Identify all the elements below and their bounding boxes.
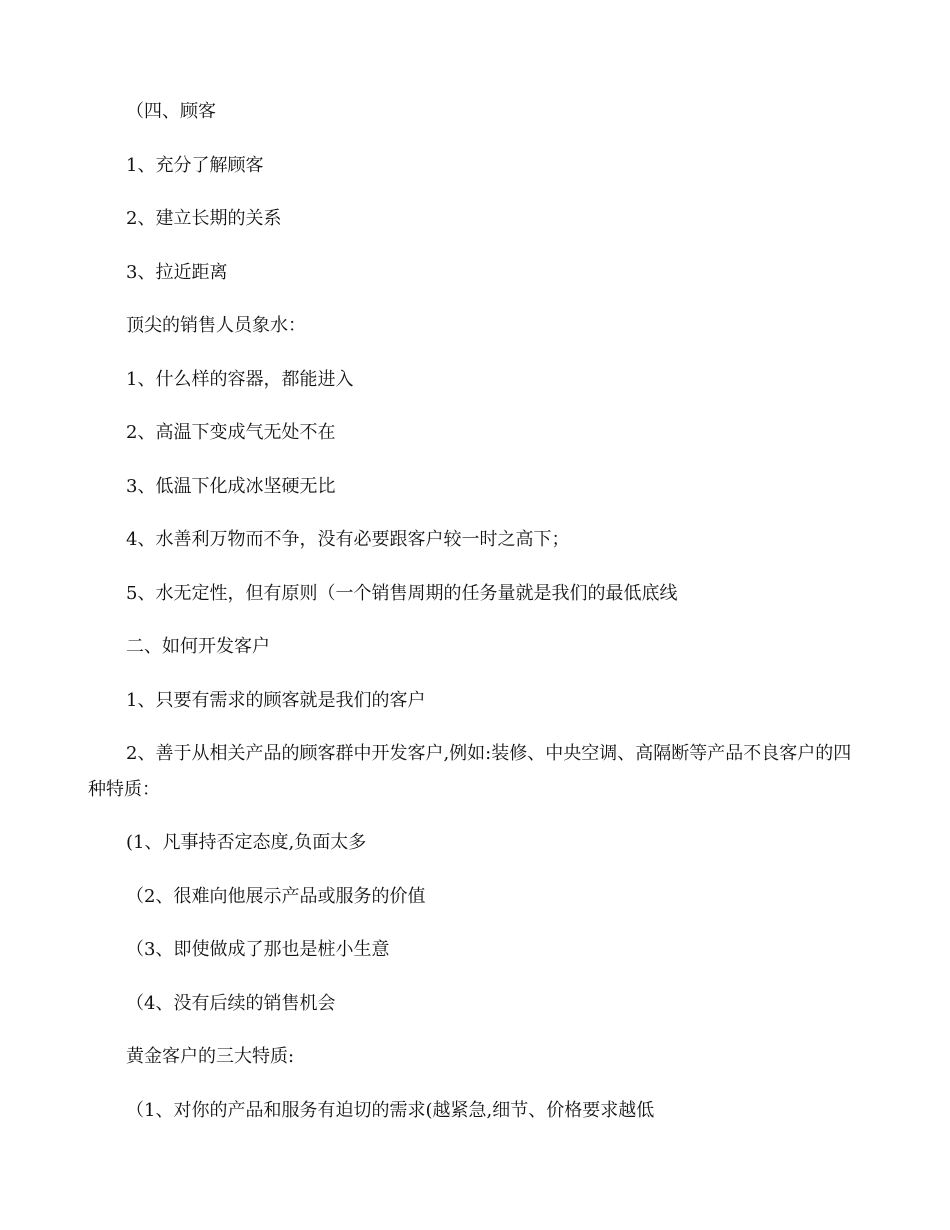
paragraph-6: 1、什么样的容器，都能进入 xyxy=(126,369,354,390)
paragraph-1: （四、顾客 xyxy=(126,101,216,122)
paragraph-4: 3、拉近距离 xyxy=(126,262,228,283)
paragraph-3: 2、建立长期的关系 xyxy=(126,208,282,229)
paragraph-2: 1、充分了解顾客 xyxy=(126,155,264,176)
paragraph-18: 黄金客户的三大特质: xyxy=(126,1046,295,1067)
paragraph-15: （2、很难向他展示产品或服务的价值 xyxy=(126,886,426,907)
paragraph-16: （3、即使做成了那也是桩小生意 xyxy=(126,939,390,960)
paragraph-10: 5、水无定性，但有原则（一个销售周期的任务量就是我们的最低底线 xyxy=(126,583,678,604)
paragraph-8: 3、低温下化成冰坚硬无比 xyxy=(126,476,336,497)
paragraph-12: 1、只要有需求的顾客就是我们的客户 xyxy=(126,690,426,711)
paragraph-13: 2、善于从相关产品的顾客群中开发客户,例如:装修、中央空调、高隔断等产品不良客户的四种特质： xyxy=(88,743,852,800)
paragraph-14: (1、凡事持否定态度,负面太多 xyxy=(126,832,367,853)
paragraph-19: （1、对你的产品和服务有迫切的需求(越紧急,细节、价格要求越低 xyxy=(126,1100,655,1121)
paragraph-7: 2、高温下变成气无处不在 xyxy=(126,422,336,443)
paragraph-17: （4、没有后续的销售机会 xyxy=(126,993,336,1014)
paragraph-5: 顶尖的销售人员象水： xyxy=(126,315,306,336)
paragraph-9: 4、水善利万物而不争，没有必要跟客户较一时之高下； xyxy=(126,529,570,550)
paragraph-11: 二、如何开发客户 xyxy=(126,636,270,657)
